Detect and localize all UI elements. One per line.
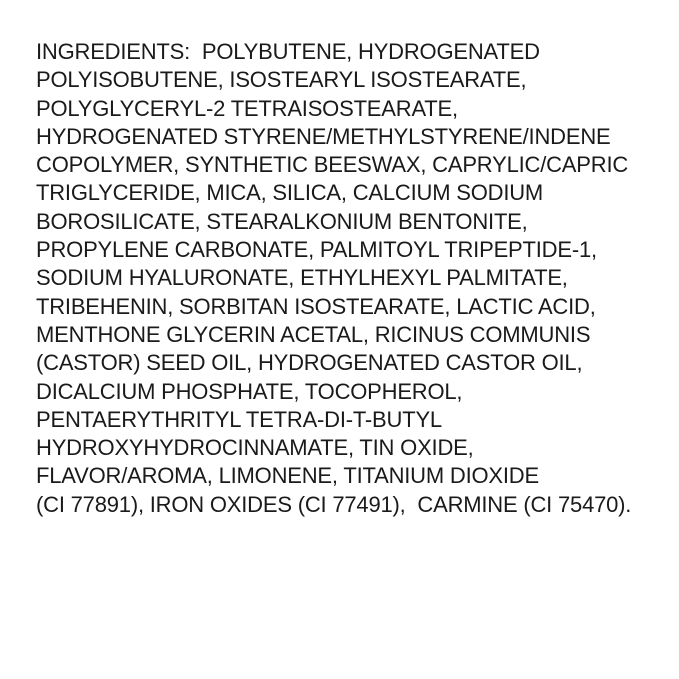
- ingredients-line: TRIBEHENIN, SORBITAN ISOSTEARATE, LACTIC ACID,: [36, 293, 596, 319]
- ingredients-text-block: [36, 38, 666, 519]
- ingredients-line: TRIGLYCERIDE, MICA, SILICA, CALCIUM SODIUM: [36, 180, 544, 206]
- ingredients-line: DICALCIUM PHOSPHATE, TOCOPHEROL,: [36, 378, 463, 404]
- ingredients-line: SODIUM HYALURONATE, ETHYLHEXYL PALMITATE,: [36, 265, 568, 291]
- ingredients-line: POLYISOBUTENE, ISOSTEARYL ISOSTEARATE,: [36, 67, 527, 93]
- ingredients-line: HYDROGENATED STYRENE/METHYLSTYRENE/INDENE: [36, 123, 611, 149]
- ingredients-line: (CASTOR) SEED OIL, HYDROGENATED CASTOR OIL,: [36, 350, 583, 376]
- ingredients-line: INGREDIENTS: POLYBUTENE, HYDROGENATED: [36, 39, 540, 64]
- ingredients-line: (CI 77891), IRON OXIDES (CI 77491), CARMINE (CI 75470).: [36, 491, 632, 517]
- ingredients-line: COPOLYMER, SYNTHETIC BEESWAX, CAPRYLIC/CAPRIC: [36, 152, 629, 178]
- ingredients-line: BOROSILICATE, STEARALKONIUM BENTONITE,: [36, 208, 528, 234]
- ingredients-line: POLYGLYCERYL-2 TETRAISOSTEARATE,: [36, 95, 458, 121]
- ingredients-line: PENTAERYTHRITYL TETRA-DI-T-BUTYL: [36, 406, 442, 432]
- ingredients-line: HYDROXYHYDROCINNAMATE, TIN OXIDE,: [36, 435, 474, 461]
- ingredients-line: FLAVOR/AROMA, LIMONENE, TITANIUM DIOXIDE: [36, 463, 539, 489]
- ingredients-line: MENTHONE GLYCERIN ACETAL, RICINUS COMMUNIS: [36, 321, 591, 347]
- ingredients-line: PROPYLENE CARBONATE, PALMITOYL TRIPEPTIDE-1,: [36, 237, 597, 263]
